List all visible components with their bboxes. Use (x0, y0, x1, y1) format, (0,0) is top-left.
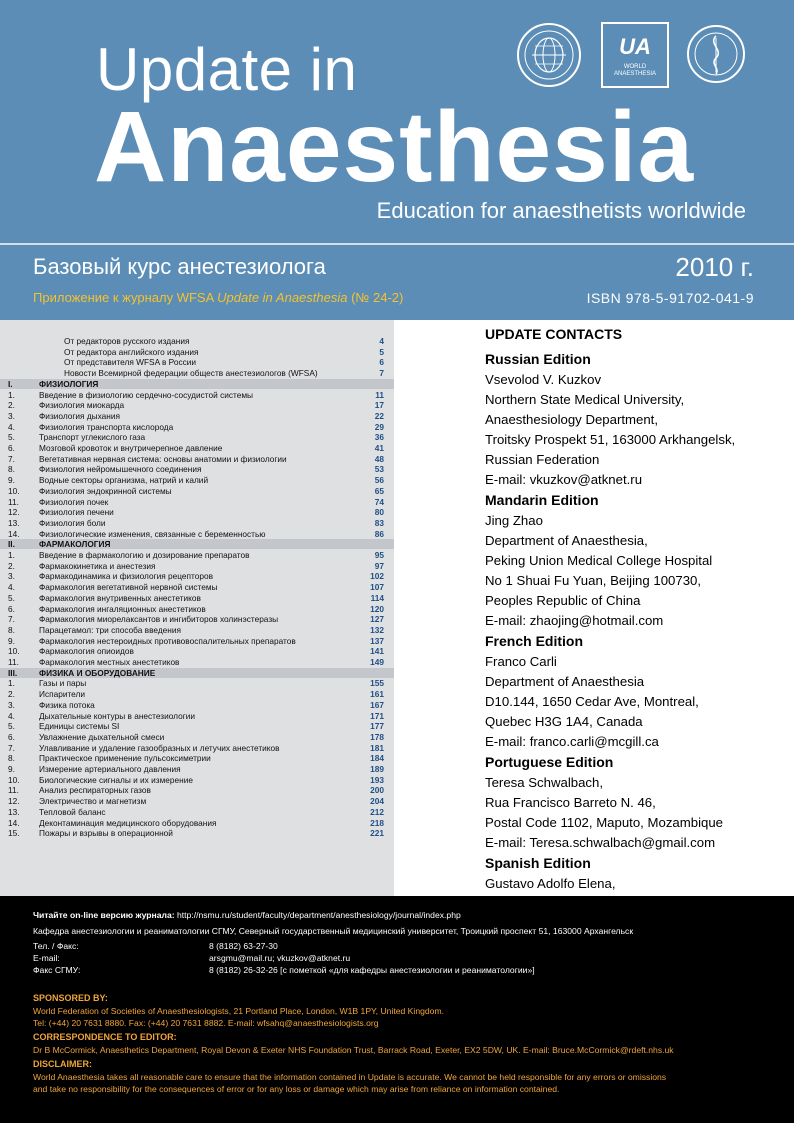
toc-page: 4 (379, 336, 384, 346)
supplement-note (33, 290, 403, 306)
toc-page: 41 (374, 443, 384, 453)
toc-number: 6. (8, 731, 15, 742)
toc-number: 6. (8, 603, 15, 614)
toc-page: 141 (370, 646, 384, 657)
toc-title: Фармакодинамика и физиология рецепторов (39, 571, 213, 582)
toc-page: 181 (370, 742, 384, 753)
email-label: E-mail: (33, 953, 60, 963)
toc-title: Парацетамол: три способа введения (39, 624, 181, 635)
toc-number: II. (8, 539, 15, 550)
contacts-heading: UPDATE CONTACTS (485, 326, 623, 342)
toc-title: Дыхательные контуры в анестезиологии (39, 710, 196, 721)
fax-line (33, 965, 535, 976)
toc-number: 3. (8, 410, 15, 421)
logo-ia-text: UA (619, 34, 651, 59)
toc-page: 95 (374, 550, 384, 560)
toc-title: Электричество и магнетизм (39, 796, 147, 807)
toc-entry (0, 411, 394, 421)
toc-page: 7 (379, 368, 384, 379)
phone-value: 8 (8182) 63-27-30 (209, 941, 278, 951)
toc-number: 4. (8, 582, 15, 593)
toc-title: Транспорт углекислого газа (39, 432, 146, 443)
sponsored-line-1: World Federation of Societies of Anaesthesiologists, 21 Portland Place, London, W1B 1PY, United Kingdom. (33, 1006, 444, 1016)
toc-entry (0, 432, 394, 442)
toc-page: 184 (370, 753, 384, 764)
toc-title: ФАРМАКОЛОГИЯ (39, 539, 111, 550)
edition-address-line: Franco Carli (485, 654, 557, 669)
toc-page: 80 (374, 507, 384, 518)
toc-entry (0, 646, 394, 656)
toc-number: 2. (8, 689, 15, 700)
toc-page: 161 (370, 689, 384, 700)
toc-number: 11. (8, 657, 19, 667)
edition-address-line: Department of Anaesthesia, (485, 533, 648, 548)
disclaimer-line-1: World Anaesthesia takes all reasonable care to ensure that the information contained in Update is accurate. We cannot be held responsible for any errors or omissions (33, 1072, 667, 1082)
toc-number: 2. (8, 560, 15, 571)
toc-page: 189 (370, 764, 384, 774)
toc-page: 132 (370, 624, 384, 635)
toc-entry (0, 796, 394, 806)
toc-number: 6. (8, 443, 15, 453)
toc-entry (0, 721, 394, 731)
wfsa-globe-logo-icon (516, 22, 582, 88)
toc-title: Новости Всемирной федерации обществ анестезиологов (WFSA) (64, 368, 318, 379)
toc-section (0, 379, 394, 389)
toc-number: 5. (8, 592, 15, 603)
toc-title: ФИЗИОЛОГИЯ (39, 378, 99, 389)
toc-number: 7. (8, 742, 15, 753)
title-line-1: Update in (96, 36, 358, 103)
toc-title: Физиология почек (39, 496, 109, 507)
toc-number: 8. (8, 624, 15, 635)
toc-number: I. (8, 378, 13, 389)
toc-entry (0, 464, 394, 474)
toc-entry (0, 443, 394, 453)
toc-title: Тепловой баланс (39, 806, 106, 817)
toc-title: Биологические сигналы и их измерение (39, 774, 193, 785)
edition-email[interactable]: E-mail: vkuzkov@atknet.ru (485, 472, 643, 487)
toc-title: Введение в фармакологию и дозирование препаратов (39, 550, 250, 560)
toc-title: Улавливание и удаление газообразных и летучих анестетиков (39, 742, 280, 753)
edition-address-line: Quebec H3G 1A4, Canada (485, 714, 643, 729)
cover-header (0, 0, 794, 320)
world-anaesthesia-logo (601, 22, 669, 88)
toc-number: 8. (8, 753, 15, 764)
fax-label: Факс СГМУ: (33, 965, 81, 975)
toc-title: Физика потока (39, 699, 95, 710)
toc-page: 155 (370, 678, 384, 689)
toc-title: Фармакология вегетативной нервной системы (39, 582, 218, 593)
edition-address-line: Russian Federation (485, 452, 600, 467)
toc-page: 17 (374, 400, 384, 411)
toc-page: 6 (379, 357, 384, 368)
toc-entry (0, 689, 394, 699)
toc-page: 218 (370, 817, 384, 828)
toc-title: Мозговой кровоток и внутричерепное давление (39, 443, 223, 453)
edition-address-line: D10.144, 1650 Cedar Ave, Montreal, (485, 694, 699, 709)
toc-page: 221 (370, 828, 384, 839)
toc-title: Физиология боли (39, 517, 106, 528)
toc-page: 36 (374, 432, 384, 443)
edition-email[interactable]: E-mail: Teresa.schwalbach@gmail.com (485, 835, 716, 850)
toc-number: 1. (8, 678, 15, 689)
sponsored-line-2: Tel: (+44) 20 7631 8880. Fax: (+44) 20 7631 8882. E-mail: wfsahq@anaesthesiologists.org (33, 1018, 379, 1028)
correspondence-line: Dr B McCormick, Anaesthetics Department, Royal Devon & Exeter NHS Foundation Trust, Barrack Road, Exeter, EX2 5DW, UK. E-mail: Bruce.McCormick@rdeft.nhs.uk (33, 1045, 674, 1055)
toc-page: 107 (370, 582, 384, 593)
toc-title: Фармакология внутривенных анестетиков (39, 592, 201, 603)
toc-title: Физиологические изменения, связанные с беременностью (39, 528, 266, 539)
toc-entry (0, 732, 394, 742)
toc-title: Деконтаминация медицинского оборудования (39, 817, 217, 828)
toc-entry (0, 678, 394, 688)
toc-page: 171 (370, 710, 384, 721)
toc-title: ФИЗИКА И ОБОРУДОВАНИЕ (39, 667, 156, 678)
toc-entry (0, 422, 394, 432)
tagline: Education for anaesthetists worldwide (376, 198, 746, 223)
toc-page: 114 (370, 592, 384, 603)
toc-entry (0, 636, 394, 646)
toc-number: 10. (8, 646, 20, 657)
online-url[interactable]: http://nsmu.ru/student/faculty/department/anesthesiology/journal/index.php (174, 910, 461, 920)
toc-entry (0, 400, 394, 410)
correspondence-heading: CORRESPONDENCE TO EDITOR: (33, 1032, 177, 1042)
edition-address-line: Jing Zhao (485, 513, 543, 528)
toc-entry (0, 582, 394, 592)
edition-address-line: Anaesthesiology Department, (485, 412, 659, 427)
toc-entry (0, 604, 394, 614)
toc-entry (0, 818, 394, 828)
toc-title: Фармакология опиоидов (39, 646, 134, 657)
cover-footer (0, 896, 794, 1123)
toc-entry (0, 529, 394, 539)
toc-entry (0, 743, 394, 753)
toc-title: Физиология эндокринной системы (39, 485, 172, 496)
toc-number: 5. (8, 721, 15, 732)
disclaimer-heading: DISCLAIMER: (33, 1059, 92, 1069)
toc-entry (0, 518, 394, 528)
toc-page: 167 (370, 699, 384, 710)
toc-page: 5 (379, 346, 384, 357)
toc-number: 4. (8, 710, 15, 721)
toc-number: 7. (8, 453, 15, 464)
toc-page: 149 (370, 657, 384, 667)
toc-entry (0, 497, 394, 507)
toc-page: 53 (374, 464, 384, 475)
toc-title: Физиология нейромышечного соединения (39, 464, 202, 475)
edition-address-line: Department of Anaesthesia (485, 674, 645, 689)
toc-entry (0, 764, 394, 774)
toc-title: Введение в физиологию сердечно-сосудистой системы (39, 389, 253, 400)
toc-entry (0, 507, 394, 517)
toc-number: 13. (8, 517, 20, 528)
toc-number: 15. (8, 828, 20, 839)
disclaimer-line-2: and take no responsibility for the consequences of error or for any loss or damage which may arise from reliance on information contained. (33, 1084, 560, 1094)
toc-page: 86 (374, 528, 384, 539)
edition-heading: Spanish Edition (485, 855, 591, 871)
toc-page: 74 (374, 496, 384, 507)
logo-wa-line2: ANAESTHESIA (613, 71, 656, 77)
toc-entry (0, 711, 394, 721)
edition-email[interactable]: E-mail: franco.carli@mcgill.ca (485, 734, 659, 749)
edition-address-line: Teresa Schwalbach, (485, 775, 604, 790)
toc-entry (0, 561, 394, 571)
toc-entry (0, 753, 394, 763)
toc-title: От редакторов русского издания (64, 336, 190, 346)
toc-title: Пожары и взрывы в операционной (39, 828, 173, 839)
edition-heading: Russian Edition (485, 351, 591, 367)
email-line (33, 953, 351, 964)
header-divider (0, 243, 794, 245)
toc-title: Фармакология ингаляционных анестетиков (39, 603, 206, 614)
supplement-journal: Update in Anaesthesia (217, 290, 348, 305)
society-seal-icon (686, 24, 746, 84)
toc-page: 22 (374, 410, 384, 421)
edition-address-line: Rua Francisco Barreto N. 46, (485, 795, 656, 810)
edition-address-line: Vsevolod V. Kuzkov (485, 372, 602, 387)
toc-number: 1. (8, 389, 15, 400)
online-version-line (33, 910, 461, 921)
toc-title: От представителя WFSA в России (64, 357, 197, 368)
toc-title: Физиология миокарда (39, 400, 125, 411)
toc-page: 97 (374, 560, 384, 571)
toc-entry (0, 454, 394, 464)
toc-entry (0, 550, 394, 560)
phone-label: Тел. / Факс: (33, 941, 79, 951)
toc-entry (0, 775, 394, 785)
toc-number: 9. (8, 475, 15, 486)
toc-entry (0, 486, 394, 496)
supplement-prefix: Приложение к журналу WFSA (33, 290, 218, 305)
department-address: Кафедра анестезиологии и реаниматологии СГМУ, Северный государственный медицинский университет, Троицкий проспект 51, 163000 Архангельск (33, 926, 634, 936)
title-line-2: Anaesthesia (94, 91, 695, 203)
edition-heading: Portuguese Edition (485, 754, 614, 770)
toc-number: 9. (8, 635, 15, 646)
toc-page: 56 (374, 475, 384, 486)
toc-page: 127 (370, 614, 384, 625)
toc-number: 11. (8, 785, 19, 796)
edition-address-line: Postal Code 1102, Maputo, Mozambique (485, 815, 724, 830)
toc-page: 29 (374, 421, 384, 432)
toc-number: 5. (8, 432, 15, 443)
toc-title: Физиология транспорта кислорода (39, 421, 174, 432)
toc-page: 137 (370, 635, 384, 646)
edition-heading: Mandarin Edition (485, 492, 599, 508)
toc-entry (0, 614, 394, 624)
supplement-suffix: (№ 24-2) (347, 290, 404, 305)
toc-page: 11 (375, 389, 384, 400)
toc-title: От редактора английского издания (64, 346, 199, 357)
fax-value: 8 (8182) 26-32-26 [с пометкой «для кафедры анестезиологии и реаниматологии»] (209, 965, 535, 975)
table-of-contents (0, 320, 394, 896)
toc-entry (0, 347, 394, 357)
toc-entry (0, 475, 394, 485)
toc-entry (0, 657, 394, 667)
toc-entry (0, 700, 394, 710)
toc-page: 200 (370, 785, 384, 796)
toc-page: 177 (370, 721, 384, 732)
toc-title: Физиология дыхания (39, 410, 121, 421)
online-label: Читайте on-line версию журнала: (33, 910, 175, 920)
toc-number: 14. (8, 528, 20, 539)
toc-title: Газы и пары (39, 678, 87, 689)
toc-title: Водные секторы организма, натрий и калий (39, 475, 209, 486)
toc-page: 65 (374, 485, 384, 496)
toc-number: 2. (8, 400, 15, 411)
toc-number: 7. (8, 614, 15, 625)
toc-page: 48 (374, 453, 384, 464)
edition-address-line: Peking Union Medical College Hospital (485, 553, 713, 568)
toc-number: 12. (8, 507, 20, 518)
toc-title: Вегетативная нервная система: основы анатомии и физиологии (39, 453, 287, 464)
toc-page: 204 (370, 796, 384, 807)
toc-entry (0, 336, 394, 346)
toc-page: 83 (374, 517, 384, 528)
toc-number: 3. (8, 699, 15, 710)
toc-number: 1. (8, 550, 15, 560)
toc-entry (0, 390, 394, 400)
toc-title: Увлажнение дыхательной смеси (39, 731, 165, 742)
toc-entry (0, 368, 394, 378)
toc-section (0, 539, 394, 549)
isbn: ISBN 978-5-91702-041-9 (586, 290, 754, 306)
toc-entry (0, 807, 394, 817)
toc-title: Единицы системы SI (39, 721, 120, 732)
toc-title: Практическое применение пульсоксиметрии (39, 753, 211, 764)
course-title: Базовый курс анестезиолога (33, 254, 326, 279)
toc-entry (0, 357, 394, 367)
toc-number: 10. (8, 774, 20, 785)
toc-title: Физиология печени (39, 507, 114, 518)
sponsored-heading: SPONSORED BY: (33, 993, 108, 1003)
toc-entry (0, 785, 394, 795)
email-value[interactable]: arsgmu@mail.ru; vkuzkov@atknet.ru (209, 953, 351, 963)
edition-heading: French Edition (485, 633, 583, 649)
toc-title: Фармакология миорелаксантов и ингибиторов холинэстеразы (39, 614, 279, 625)
toc-page: 193 (370, 774, 384, 785)
toc-page: 178 (370, 731, 384, 742)
toc-title: Фармакология местных анестетиков (39, 657, 180, 667)
toc-entry (0, 593, 394, 603)
toc-number: 12. (8, 796, 20, 807)
phone-line (33, 941, 278, 952)
toc-number: 4. (8, 421, 15, 432)
toc-page: 120 (370, 603, 384, 614)
toc-title: Измерение артериального давления (39, 764, 181, 774)
edition-email[interactable]: E-mail: zhaojing@hotmail.com (485, 613, 664, 628)
toc-number: 13. (8, 806, 20, 817)
toc-number: 9. (8, 764, 15, 774)
edition-address-line: Northern State Medical University, (485, 392, 685, 407)
toc-entry (0, 828, 394, 838)
toc-title: Испарители (39, 689, 85, 700)
toc-page: 212 (370, 806, 384, 817)
toc-entry (0, 571, 394, 581)
toc-number: 3. (8, 571, 15, 582)
toc-section (0, 668, 394, 678)
toc-number: III. (8, 667, 18, 678)
toc-title: Анализ респираторных газов (39, 785, 151, 796)
edition-address-line: No 1 Shuai Fu Yuan, Beijing 100730, (485, 573, 702, 588)
toc-title: Фармакология нестероидных противовоспалительных препаратов (39, 635, 296, 646)
course-year: 2010 г. (675, 252, 754, 282)
toc-page: 102 (370, 571, 384, 582)
toc-number: 14. (8, 817, 20, 828)
edition-address-line: Gustavo Adolfo Elena, (485, 876, 616, 891)
edition-address-line: Peoples Republic of China (485, 593, 641, 608)
edition-address-line: Troitsky Prospekt 51, 163000 Arkhangelsk, (485, 432, 736, 447)
toc-number: 8. (8, 464, 15, 475)
logo-wa-text (603, 64, 667, 78)
toc-number: 11. (8, 496, 19, 507)
toc-entry (0, 625, 394, 635)
logo-wa-line1: WORLD (623, 64, 647, 70)
toc-number: 10. (8, 485, 20, 496)
toc-title: Фармакокинетика и анестезия (39, 560, 156, 571)
